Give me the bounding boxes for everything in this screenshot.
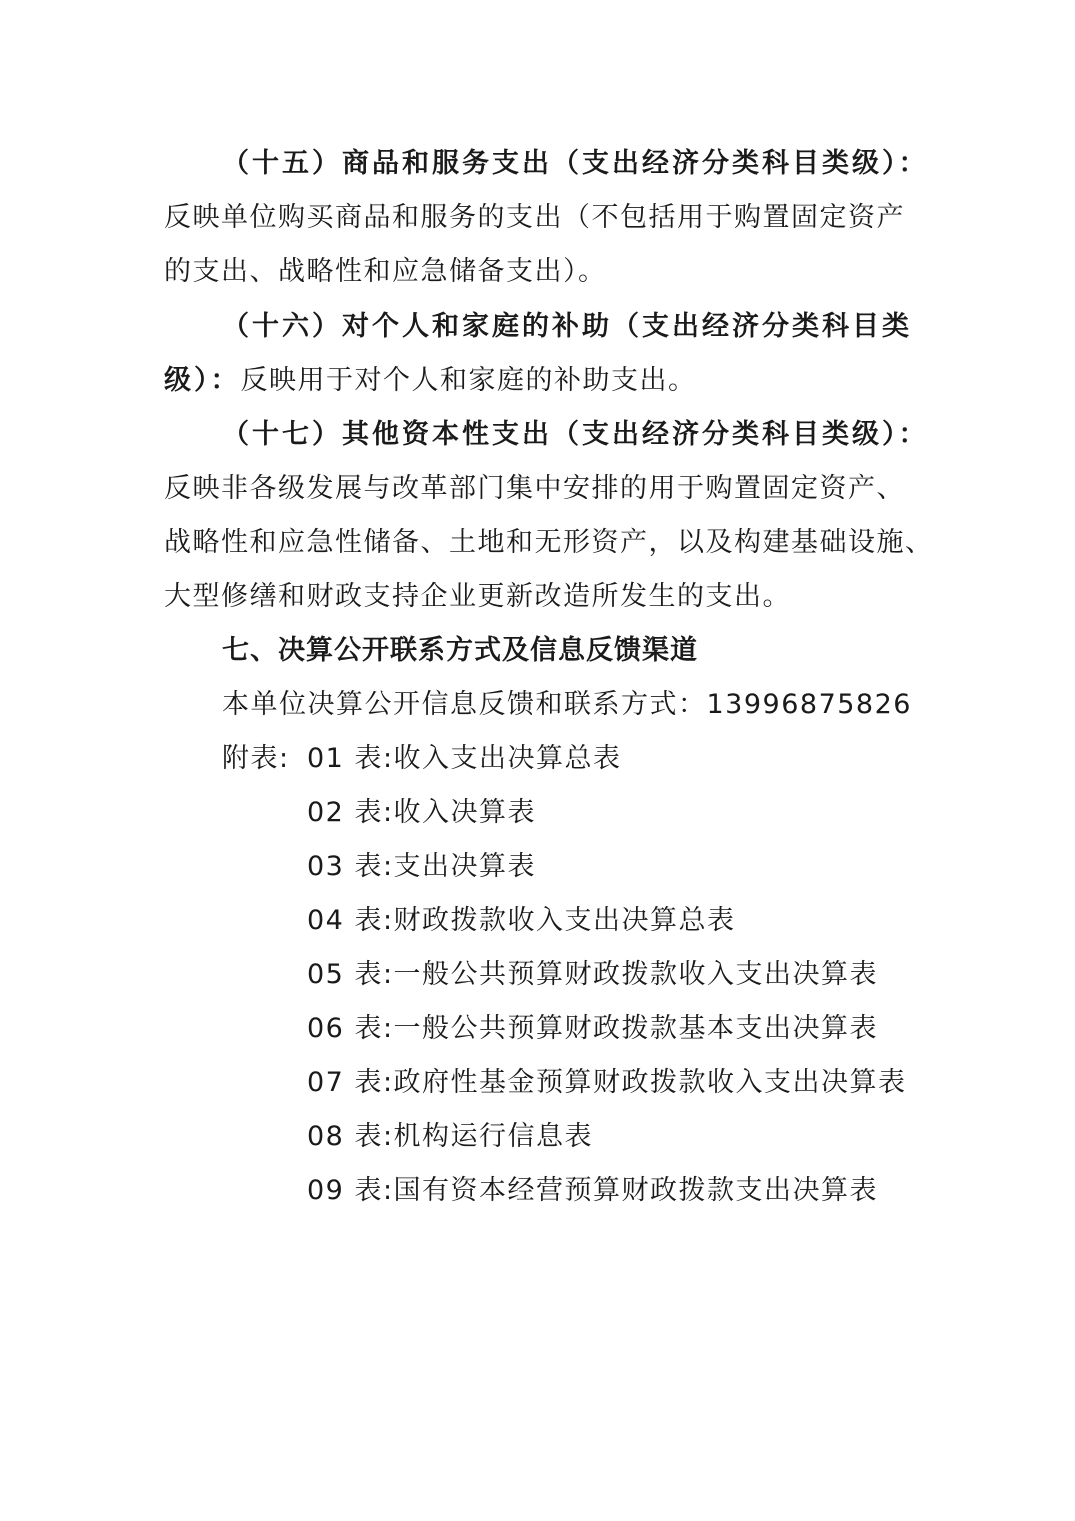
attachment-item: 06 表:一般公共预算财政拨款基本支出决算表 [307, 1013, 879, 1044]
attachment-item: 04 表:财政拨款收入支出决算总表 [307, 905, 736, 936]
contact-line: 本单位决算公开信息反馈和联系方式：13996875826 [222, 689, 912, 720]
attachment-item: 03 表:支出决算表 [307, 851, 537, 882]
attachment-item: 09 表:国有资本经营预算财政拨款支出决算表 [307, 1175, 879, 1206]
item-15-body-line-2: 的支出、战略性和应急储备支出）。 [164, 256, 607, 287]
item-17-body-line-2: 战略性和应急性储备、土地和无形资产，以及构建基础设施、 [164, 527, 934, 558]
section-7-heading: 七、决算公开联系方式及信息反馈渠道 [222, 635, 698, 666]
attachment-item: 05 表:一般公共预算财政拨款收入支出决算表 [307, 959, 879, 990]
attachment-item: 08 表:机构运行信息表 [307, 1121, 594, 1152]
attachments-label: 附表: [222, 743, 290, 774]
item-16-line-2 [164, 363, 697, 399]
item-17-body-line-1: 反映非各级发展与改革部门集中安排的用于购置固定资产、 [164, 473, 905, 504]
attachment-item: 01 表:收入支出决算总表 [307, 743, 622, 774]
item-16-body: 反映用于对个人和家庭的补助支出。 [240, 365, 697, 396]
item-17-body-line-3: 大型修缮和财政支持企业更新改造所发生的支出。 [164, 581, 791, 612]
attachment-item: 02 表:收入决算表 [307, 797, 537, 828]
item-16-title-end: 级）： [164, 365, 241, 396]
item-17-title: （十七）其他资本性支出（支出经济分类科目类级）： [222, 419, 929, 450]
item-15-title: （十五）商品和服务支出（支出经济分类科目类级）： [222, 148, 929, 179]
attachment-item: 07 表:政府性基金预算财政拨款收入支出决算表 [307, 1067, 907, 1098]
item-16-title: （十六）对个人和家庭的补助（支出经济分类科目类 [222, 311, 912, 342]
item-15-body-line-1: 反映单位购买商品和服务的支出（不包括用于购置固定资产 [164, 202, 905, 233]
